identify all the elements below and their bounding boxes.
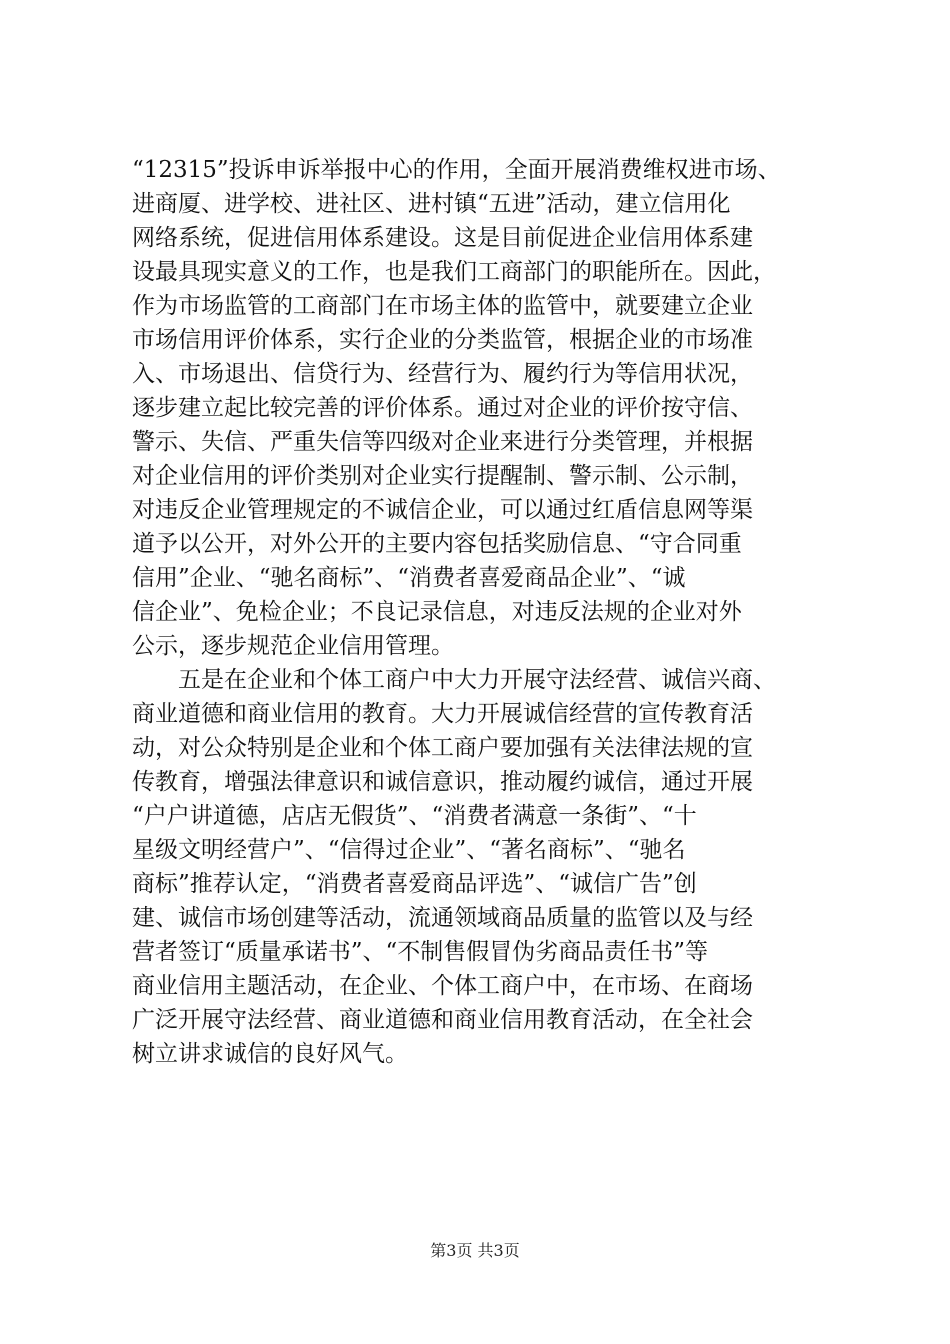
text-line: 营者签订“质量承诺书”、“不制售假冒伪劣商品责任书”等 [132,939,709,965]
text-line: 商业信用主题活动，在企业、个体工商户中，在市场、在商场 [132,973,753,999]
text-line: 逐步建立起比较完善的评价体系。通过对企业的评价按守信、 [132,395,753,421]
text-line: 星级文明经营户”、“信得过企业”、“著名商标”、“驰名 [132,837,686,863]
text-line: 入、市场退出、信贷行为、经营行为、履约行为等信用状况， [132,361,753,387]
text-line: 网络系统，促进信用体系建设。这是目前促进企业信用体系建 [132,225,753,251]
text-line: 进商厦、进学校、进社区、进村镇“五进”活动，建立信用化 [132,191,731,217]
text-line: 树立讲求诚信的良好风气。 [132,1041,408,1067]
text-line: 公示，逐步规范企业信用管理。 [132,633,454,659]
text-line: 商标”推荐认定，“消费者喜爱商品评选”、“诚信广告”创 [132,871,697,897]
text-line: 对违反企业管理规定的不诚信企业，可以通过红盾信息网等渠 [132,497,753,523]
text-line: 建、诚信市场创建等活动，流通领域商品质量的监管以及与经 [132,905,753,931]
text-line: 道予以公开，对外公开的主要内容包括奖励信息、“守合同重 [132,531,742,557]
text-line: 五是在企业和个体工商户中大力开展守法经营、诚信兴商、 [132,667,776,693]
text-line: 传教育，增强法律意识和诚信意识，推动履约诚信，通过开展 [132,769,753,795]
text-line: 警示、失信、严重失信等四级对企业来进行分类管理，并根据 [132,429,753,455]
text-line: 广泛开展守法经营、商业道德和商业信用教育活动，在全社会 [132,1007,753,1033]
text-line: “12315”投诉申诉举报中心的作用，全面开展消费维权进市场、 [132,157,781,183]
text-line: 信用”企业、“驰名商标”、“消费者喜爱商品企业”、“诚 [132,565,686,591]
document-body [132,153,838,1071]
text-line: 商业道德和商业信用的教育。大力开展诚信经营的宣传教育活 [132,701,753,727]
text-line: 作为市场监管的工商部门在市场主体的监管中，就要建立企业 [132,293,753,319]
text-line: 市场信用评价体系，实行企业的分类监管，根据企业的市场准 [132,327,753,353]
page-number-footer: 第3页 共3页 [430,1241,520,1260]
text-line: 对企业信用的评价类别对企业实行提醒制、警示制、公示制， [132,463,753,489]
text-line: 设最具现实意义的工作，也是我们工商部门的职能所在。因此， [132,259,776,285]
text-line: 动，对公众特别是企业和个体工商户要加强有关法律法规的宣 [132,735,753,761]
text-line: 信企业”、免检企业；不良记录信息，对违反法规的企业对外 [132,599,742,625]
text-line: “户户讲道德，店店无假货”、“消费者满意一条街”、“十 [132,803,697,829]
